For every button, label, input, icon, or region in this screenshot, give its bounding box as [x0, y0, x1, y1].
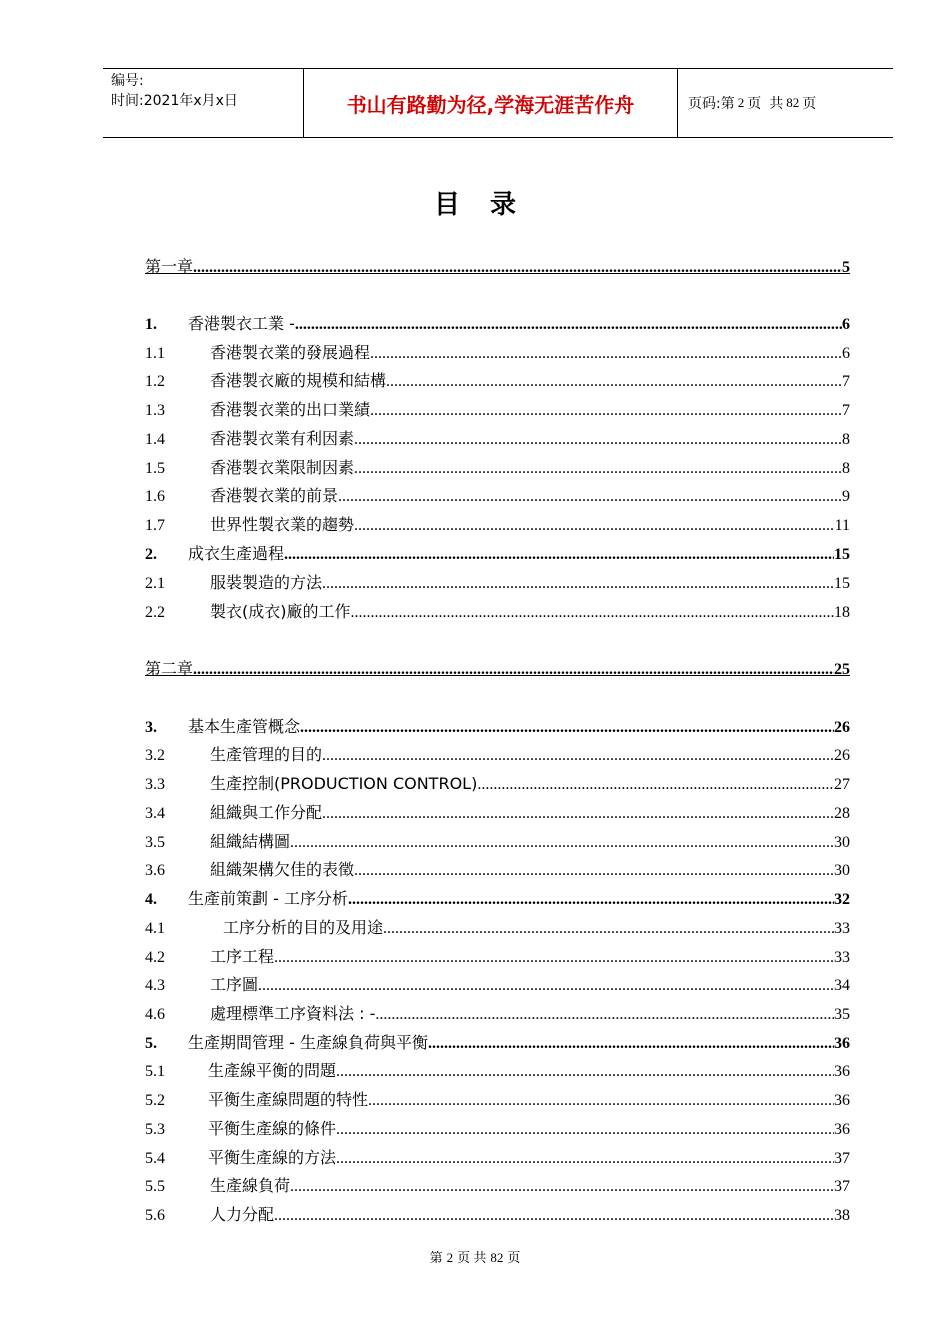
toc-item-1-7[interactable]	[145, 512, 850, 536]
toc-item-4-1[interactable]	[145, 915, 850, 939]
toc-label: 香港製衣業的出口業績	[210, 400, 371, 419]
page-label: 页码:第	[688, 96, 735, 112]
toc-item-2-1[interactable]	[145, 570, 850, 594]
toc-number: 5.6	[145, 1207, 165, 1224]
toc-label: 香港製衣業有利因素	[210, 429, 355, 448]
toc-label: 組織與工作分配	[210, 803, 323, 822]
toc-label: 工序工程	[210, 947, 275, 966]
footer-total: 82	[490, 1250, 504, 1265]
toc-label: 處理標準工序資料法 : -	[210, 1004, 376, 1023]
toc-number: 4.6	[145, 1006, 165, 1023]
toc-page: 33	[834, 949, 850, 966]
toc-number: 5.1	[145, 1063, 165, 1080]
toc-label: 組織結構圖	[210, 832, 291, 851]
toc-label: 工序圖	[210, 975, 259, 994]
toc-label: 生產前策劃 - 工序分析	[188, 889, 348, 908]
toc-page: 35	[834, 1006, 850, 1023]
toc-label: 平衡生產線的方法	[208, 1148, 337, 1167]
motto-cell	[304, 69, 678, 137]
toc-number: 3.4	[145, 805, 165, 822]
toc-label: 香港製衣業的發展過程	[210, 343, 371, 362]
toc-number: 5.4	[145, 1150, 165, 1167]
toc-page: 18	[834, 604, 850, 621]
toc-page: 36	[834, 1092, 850, 1109]
document-header	[103, 68, 893, 138]
toc-label: 基本生產管概念	[188, 717, 301, 736]
toc-section-4[interactable]	[145, 886, 850, 910]
motto-text: 书山有路勤为径,学海无涯苦作舟	[346, 92, 635, 117]
toc-item-5-6[interactable]	[145, 1202, 850, 1226]
toc-number: 1.1	[145, 345, 165, 362]
toc-label: 香港製衣業的前景	[210, 486, 339, 505]
toc-item-3-3[interactable]	[145, 771, 850, 795]
toc-item-1-5[interactable]	[145, 455, 850, 479]
page-end: 页	[802, 96, 817, 112]
toc-page: 33	[834, 920, 850, 937]
toc-label: 平衡生產線問題的特性	[208, 1090, 369, 1109]
toc-label: 製衣(成衣)廠的工作	[210, 602, 351, 621]
toc-page: 15	[834, 546, 850, 563]
page-total-label: 共	[769, 96, 784, 112]
toc-page: 9	[842, 488, 850, 505]
toc-label: 人力分配	[210, 1205, 275, 1224]
toc-page: 7	[842, 402, 850, 419]
toc-number: 5.3	[145, 1121, 165, 1138]
toc-page: 34	[834, 977, 850, 994]
toc-page: 26	[834, 719, 850, 736]
toc-page: 30	[834, 862, 850, 879]
toc-item-3-2[interactable]	[145, 742, 850, 766]
footer-mid: 页 共	[457, 1250, 487, 1265]
toc-label: 第二章	[145, 659, 194, 678]
toc-page: 8	[842, 460, 850, 477]
toc-number: 3.3	[145, 776, 165, 793]
toc-label: 平衡生產線的條件	[208, 1119, 337, 1138]
toc-number: 4.2	[145, 949, 165, 966]
toc-item-2-2[interactable]	[145, 599, 850, 623]
toc-number: 3.	[145, 719, 157, 736]
toc-number: 3.6	[145, 862, 165, 879]
toc-label: 香港製衣業限制因素	[210, 458, 355, 477]
toc-label: 香港製衣工業 -	[188, 314, 295, 333]
toc-item-3-6[interactable]	[145, 857, 850, 881]
footer-current: 2	[446, 1250, 454, 1265]
toc-page: 25	[834, 661, 850, 678]
toc-label: 成衣生產過程	[188, 544, 285, 563]
toc-item-4-2[interactable]	[145, 944, 850, 968]
toc-page: 6	[842, 345, 850, 362]
page-total: 82	[786, 95, 800, 110]
toc-item-1-3[interactable]	[145, 397, 850, 421]
toc-item-1-1[interactable]	[145, 340, 850, 364]
toc-page: 36	[834, 1121, 850, 1138]
toc-section-5[interactable]	[145, 1030, 850, 1054]
toc-chapter-2[interactable]	[145, 656, 850, 680]
toc-number: 4.3	[145, 977, 165, 994]
toc-label: 世界性製衣業的趨勢	[210, 515, 355, 534]
toc-item-4-6[interactable]	[145, 1001, 850, 1025]
footer-suffix: 页	[507, 1250, 521, 1265]
toc-item-5-5[interactable]	[145, 1173, 850, 1197]
toc-label: 第一章	[145, 257, 194, 276]
toc-item-3-5[interactable]	[145, 829, 850, 853]
toc-number: 1.6	[145, 488, 165, 505]
footer-prefix: 第	[429, 1250, 443, 1265]
toc-page: 6	[842, 316, 850, 333]
toc-number: 1.3	[145, 402, 165, 419]
toc-item-5-3[interactable]	[145, 1116, 850, 1140]
toc-item-5-4[interactable]	[145, 1145, 850, 1169]
header-info-cell	[103, 69, 304, 137]
toc-page: 7	[842, 373, 850, 390]
toc-number: 1.	[145, 316, 157, 333]
toc-page: 32	[834, 891, 850, 908]
toc-page: 37	[834, 1150, 850, 1167]
toc-number: 2.2	[145, 604, 165, 621]
toc-page: 37	[834, 1178, 850, 1195]
toc-page: 26	[834, 747, 850, 764]
toc-label: 生產控制(PRODUCTION CONTROL)	[210, 774, 478, 793]
toc-number: 3.5	[145, 834, 165, 851]
page-current: 2	[737, 95, 745, 110]
toc-label: 組織架構欠佳的表徵	[210, 860, 355, 879]
toc-page: 28	[834, 805, 850, 822]
toc-item-5-1[interactable]	[145, 1058, 850, 1082]
toc-section-2[interactable]	[145, 541, 850, 565]
toc-page: 15	[834, 575, 850, 592]
toc-number: 2.1	[145, 575, 165, 592]
toc-item-5-2[interactable]	[145, 1087, 850, 1111]
toc-page: 38	[834, 1207, 850, 1224]
toc-item-1-4[interactable]	[145, 426, 850, 450]
toc-number: 5.	[145, 1035, 157, 1052]
time-label: 时间:2021年x月x日	[111, 93, 238, 109]
toc-number: 3.2	[145, 747, 165, 764]
toc-label: 生產線負荷	[210, 1176, 291, 1195]
toc-label: 生產線平衡的問題	[208, 1061, 337, 1080]
toc-item-1-6[interactable]	[145, 483, 850, 507]
toc-number: 5.5	[145, 1178, 165, 1195]
toc-label: 香港製衣廠的規模和結構	[210, 371, 387, 390]
toc-page: 36	[834, 1035, 850, 1052]
page-info-cell	[678, 69, 893, 137]
toc-chapter-1[interactable]	[145, 254, 850, 278]
toc-label: 生產管理的目的	[210, 745, 323, 764]
toc-section-1[interactable]	[145, 311, 850, 335]
toc-number: 1.5	[145, 460, 165, 477]
number-label: 编号:	[111, 73, 144, 89]
toc-page: 30	[834, 834, 850, 851]
toc-page: 11	[834, 517, 850, 534]
page-footer	[0, 1247, 950, 1266]
toc-label: 工序分析的目的及用途	[223, 918, 384, 937]
toc-label: 服裝製造的方法	[210, 573, 323, 592]
toc-item-1-2[interactable]	[145, 368, 850, 392]
toc-item-4-3[interactable]	[145, 972, 850, 996]
toc-page: 5	[842, 259, 850, 276]
toc-number: 1.2	[145, 373, 165, 390]
toc-number: 1.4	[145, 431, 165, 448]
toc-page: 27	[834, 776, 850, 793]
toc-page: 8	[842, 431, 850, 448]
toc-label: 生產期間管理 - 生產線負荷與平衡	[188, 1033, 428, 1052]
toc-number: 2.	[145, 546, 157, 563]
toc-page: 36	[834, 1063, 850, 1080]
toc-item-3-4[interactable]	[145, 800, 850, 824]
toc-number: 4.1	[145, 920, 165, 937]
toc-number: 1.7	[145, 517, 165, 534]
page-title: 目录	[433, 190, 546, 220]
page-mid: 页	[747, 96, 762, 112]
toc-number: 4.	[145, 891, 157, 908]
toc-section-3[interactable]	[145, 714, 850, 738]
toc-number: 5.2	[145, 1092, 165, 1109]
